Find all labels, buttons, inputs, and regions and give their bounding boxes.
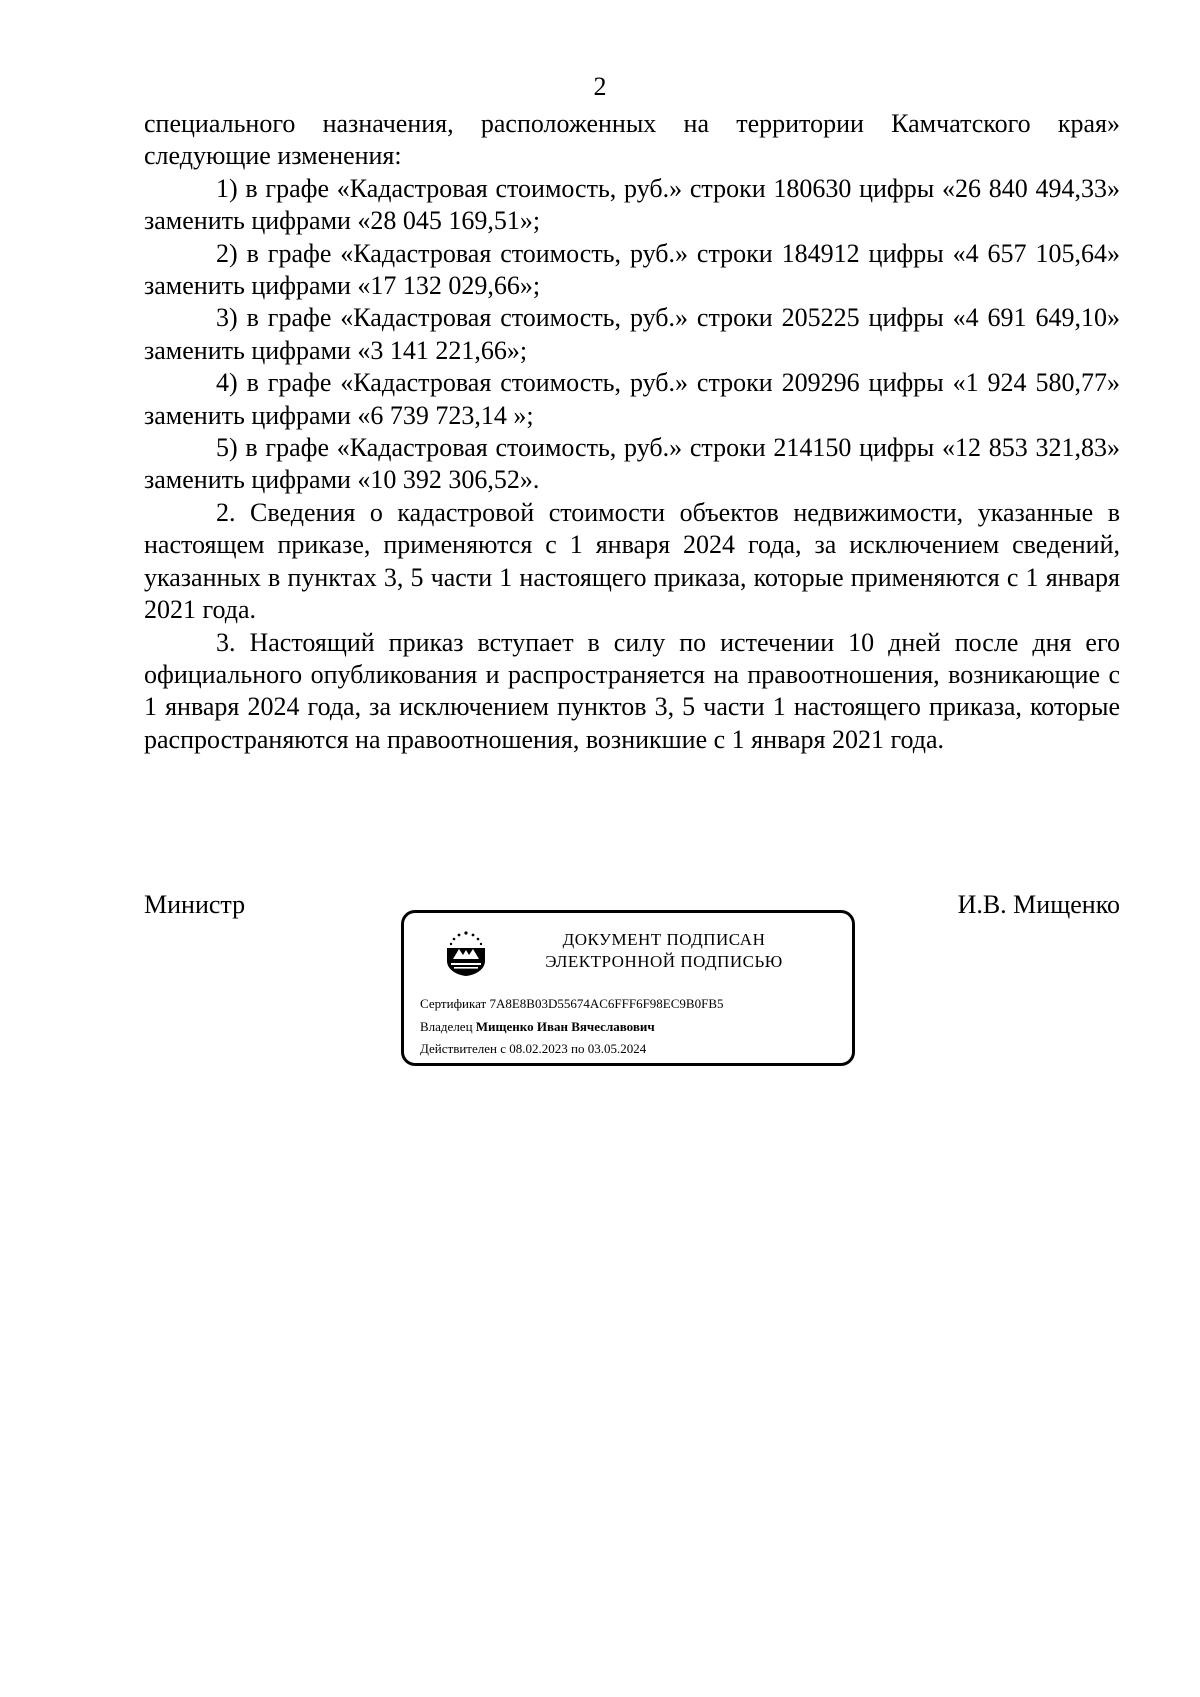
electronic-signature-stamp bbox=[401, 910, 855, 1066]
valid-to-prefix: по bbox=[571, 1041, 585, 1056]
paragraph: 3. Настоящий приказ вступает в силу по истечении 10 дней после дня его официального опубликования и распространяется на правоотношения, возникающие с 1 января 2024 года, за исключением пунктов 3, 5 части 1 настоящего приказа, которые распространяются на правоотношения, возникшие с 1 января 2021 года. bbox=[144, 627, 1120, 754]
stamp-certificate bbox=[420, 996, 724, 1012]
valid-from: 08.02.2023 bbox=[509, 1041, 568, 1056]
valid-label: Действителен bbox=[420, 1041, 497, 1056]
certificate-label: Сертификат bbox=[420, 996, 487, 1011]
paragraph: 2. Сведения о кадастровой стоимости объектов недвижимости, указанные в настоящем приказе, применяются с 1 января 2024 года, за исключением сведений, указанных в пунктах 3, 5 части 1 настоящего приказа, которые применяются с 1 января 2021 года. bbox=[144, 497, 1120, 625]
page-number: 2 bbox=[593, 72, 607, 101]
stamp-validity bbox=[420, 1041, 646, 1057]
valid-from-prefix: с bbox=[500, 1041, 506, 1056]
stamp-title-line: ДОКУМЕНТ ПОДПИСАН bbox=[562, 930, 766, 949]
paragraph: 1) в графе «Кадастровая стоимость, руб.» строки 180630 цифры «26 840 494,33» заменить цифрами «28 045 169,51»; bbox=[144, 173, 1120, 236]
owner-value: Мищенко Иван Вячеславович bbox=[475, 1019, 655, 1034]
paragraph: 4) в графе «Кадастровая стоимость, руб.» строки 209296 цифры «1 924 580,77» заменить цифрами «6 739 723,14 »; bbox=[144, 368, 1120, 430]
kamchatka-coat-of-arms-icon bbox=[444, 929, 488, 977]
valid-to: 03.05.2024 bbox=[587, 1041, 647, 1056]
paragraph: 3) в графе «Кадастровая стоимость, руб.» строки 205225 цифры «4 691 649,10» заменить цифрами «3 141 221,66»; bbox=[144, 303, 1120, 365]
owner-label: Владелец bbox=[420, 1019, 473, 1034]
paragraph: специального назначения, расположенных на территории Камчатского края» следующие изменения: bbox=[144, 109, 1120, 171]
paragraph: 5) в графе «Кадастровая стоимость, руб.» строки 214150 цифры «12 853 321,83» заменить цифрами «10 392 306,52». bbox=[144, 433, 1120, 495]
stamp-title-line: ЭЛЕКТРОННОЙ ПОДПИСЬЮ bbox=[545, 952, 783, 971]
stamp-owner bbox=[420, 1019, 655, 1035]
document-body bbox=[144, 108, 1120, 756]
stamp-title bbox=[514, 929, 814, 973]
paragraph: 2) в графе «Кадастровая стоимость, руб.» строки 184912 цифры «4 657 105,64» заменить цифрами «17 132 029,66»; bbox=[144, 238, 1120, 301]
certificate-value: 7A8E8B03D55674AC6FFF6F98EC9B0FB5 bbox=[489, 996, 724, 1011]
signer-name: И.В. Мищенко bbox=[957, 890, 1120, 919]
signer-position: Министр bbox=[144, 890, 246, 919]
